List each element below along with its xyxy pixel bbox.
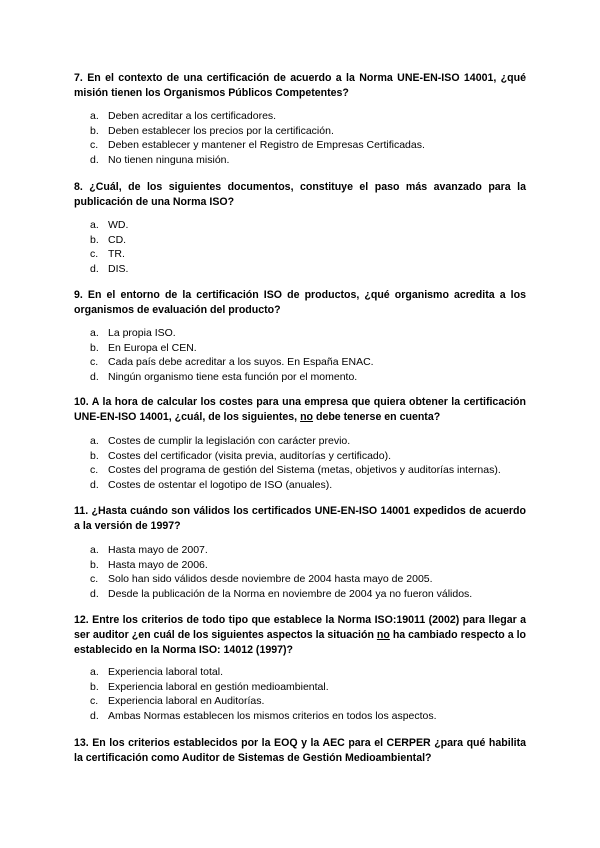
option-text: Ambas Normas establecen los mismos criterios en todos los aspectos.: [108, 709, 437, 722]
question-8: [74, 180, 526, 210]
list-item: [90, 262, 526, 277]
option-text: Deben acreditar a los certificadores.: [108, 110, 277, 122]
underlined-word: no: [300, 411, 314, 423]
question-text: 10. A la hora de calcular los costes para una empresa que quiera obtener la certificación UNE-EN-ISO 14001, ¿cuál, de los siguientes,: [74, 396, 526, 423]
option-letter: a.: [90, 435, 99, 447]
list-item: [90, 355, 526, 370]
options-9: [90, 326, 526, 384]
option-text: Experiencia laboral en gestión medioambiental.: [108, 680, 329, 693]
option-letter: d.: [90, 587, 99, 600]
list-item: [90, 572, 526, 587]
option-letter: b.: [90, 558, 99, 571]
option-text: Cada país debe acreditar a los suyos. En España ENAC.: [108, 356, 374, 369]
option-text: Solo han sido válidos desde noviembre de 2004 hasta mayo de 2005.: [108, 573, 433, 586]
list-item: [90, 694, 526, 709]
option-text: DIS.: [108, 262, 129, 275]
question-10: [74, 395, 526, 425]
list-item: [90, 558, 526, 573]
option-text: Costes del certificador (visita previa, auditorías y certificado).: [108, 449, 392, 462]
list-item: [90, 109, 526, 124]
option-text: Desde la publicación de la Norma en noviembre de 2004 ya no fueron válidos.: [108, 587, 473, 600]
option-text: CD.: [108, 233, 127, 246]
option-letter: b.: [90, 124, 99, 137]
option-letter: d.: [90, 709, 99, 722]
option-letter: c.: [90, 248, 99, 261]
option-text: Hasta mayo de 2006.: [108, 558, 208, 571]
options-11: [90, 543, 526, 601]
option-text: Costes de cumplir la legislación con carácter previo.: [108, 435, 351, 447]
option-letter: d.: [90, 478, 99, 491]
option-text: TR.: [108, 248, 125, 261]
list-item: [90, 218, 526, 233]
question-text: 11. ¿Hasta cuándo son válidos los certificados UNE-EN-ISO 14001 expedidos de acuerdo a la versión de 1997?: [74, 505, 526, 532]
list-item: [90, 665, 526, 680]
list-item: [90, 680, 526, 695]
option-text: La propia ISO.: [108, 327, 176, 339]
options-8: [90, 218, 526, 276]
options-12: [90, 665, 526, 723]
question-11: [74, 504, 526, 534]
list-item: [90, 370, 526, 385]
option-letter: a.: [90, 544, 99, 556]
list-item: [90, 478, 526, 493]
option-letter: b.: [90, 233, 99, 246]
list-item: [90, 587, 526, 602]
list-item: [90, 543, 526, 558]
list-item: [90, 341, 526, 356]
option-text: WD.: [108, 219, 129, 231]
question-13: [74, 736, 526, 766]
question-text-end: debe tenerse en cuenta?: [313, 411, 441, 423]
question-7: [74, 71, 526, 101]
option-letter: b.: [90, 680, 99, 693]
question-text: 7. En el contexto de una certificación de acuerdo a la Norma UNE-EN-ISO 14001, ¿qué misión tienen los Organismos Públicos Competentes?: [74, 72, 526, 99]
option-letter: c.: [90, 573, 99, 586]
question-text-end: ha cambiado respecto a lo establecido en la Norma ISO: 14012 (1997)?: [74, 629, 527, 656]
option-text: Deben establecer y mantener el Registro de Empresas Certificadas.: [108, 139, 425, 152]
question-text: 12. Entre los criterios de todo tipo que establece la Norma ISO:19011 (2002) para llegar a ser auditor ¿en cuál de los siguientes aspectos la situación: [74, 614, 526, 641]
option-letter: a.: [90, 110, 99, 122]
option-letter: b.: [90, 449, 99, 462]
option-letter: a.: [90, 327, 99, 339]
underlined-word: no: [376, 629, 390, 641]
option-letter: d.: [90, 153, 99, 166]
option-text: Costes de ostentar el logotipo de ISO (anuales).: [108, 478, 333, 491]
list-item: [90, 434, 526, 449]
list-item: [90, 463, 526, 478]
option-letter: c.: [90, 464, 99, 477]
option-text: No tienen ninguna misión.: [108, 153, 230, 166]
option-text: Ningún organismo tiene esta función por el momento.: [108, 370, 358, 383]
list-item: [90, 138, 526, 153]
question-text: 13. En los criterios establecidos por la EOQ y la AEC para el CERPER ¿para qué habilita la certificación como Auditor de Sistemas de Gestión Medioambiental?: [74, 737, 526, 764]
list-item: [90, 124, 526, 139]
question-12: [74, 613, 526, 658]
option-text: Deben establecer los precios por la certificación.: [108, 124, 334, 137]
option-letter: c.: [90, 356, 99, 369]
option-text: Experiencia laboral en Auditorías.: [108, 695, 265, 708]
list-item: [90, 449, 526, 464]
option-letter: c.: [90, 695, 99, 708]
option-text: Experiencia laboral total.: [108, 666, 223, 678]
list-item: [90, 247, 526, 262]
option-text: Hasta mayo de 2007.: [108, 544, 208, 556]
question-text: 9. En el entorno de la certificación ISO de productos, ¿qué organismo acredita a los organismos de evaluación del producto?: [74, 289, 526, 316]
options-7: [90, 109, 526, 167]
question-text: 8. ¿Cuál, de los siguientes documentos, constituye el paso más avanzado para la publicación de una Norma ISO?: [74, 181, 526, 208]
option-letter: a.: [90, 219, 99, 231]
option-letter: a.: [90, 666, 99, 678]
list-item: [90, 233, 526, 248]
option-letter: b.: [90, 341, 99, 354]
option-text: Costes del programa de gestión del Sistema (metas, objetivos y auditorías internas).: [108, 464, 501, 477]
list-item: [90, 153, 526, 168]
list-item: [90, 326, 526, 341]
list-item: [90, 709, 526, 724]
question-9: [74, 288, 526, 318]
option-letter: c.: [90, 139, 99, 152]
option-letter: d.: [90, 262, 99, 275]
option-letter: d.: [90, 370, 99, 383]
option-text: En Europa el CEN.: [108, 341, 197, 354]
options-10: [90, 434, 526, 492]
